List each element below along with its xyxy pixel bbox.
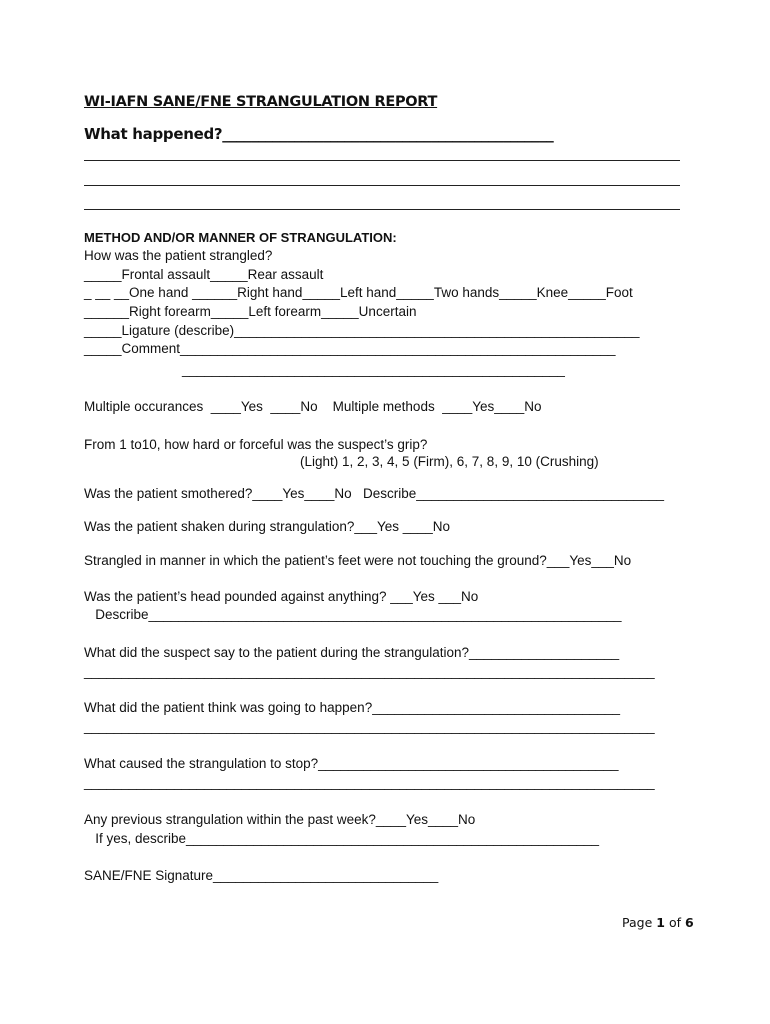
previous-describe-field[interactable]: If yes, describe_______________________________________________________ bbox=[84, 831, 599, 846]
grip-scale[interactable]: (Light) 1, 2, 3, 4, 5 (Firm), 6, 7, 8, 9, 10 (Crushing) bbox=[300, 454, 599, 469]
page-total: 6 bbox=[684, 915, 694, 930]
signature-field[interactable]: SANE/FNE Signature______________________________ bbox=[84, 868, 439, 883]
ligature-field[interactable]: _____Ligature (describe)______________________________________________________ bbox=[84, 323, 640, 338]
smothered-field[interactable]: Was the patient smothered?____Yes____No Describe_________________________________ bbox=[84, 486, 664, 501]
shaken-field[interactable]: Was the patient shaken during strangulation?___Yes ____No bbox=[84, 519, 451, 534]
narrative-line[interactable] bbox=[84, 160, 680, 161]
page-of-label: of bbox=[668, 915, 681, 930]
narrative-line[interactable] bbox=[84, 209, 680, 210]
head-describe-field[interactable]: Describe_______________________________________________________________ bbox=[84, 607, 622, 622]
method-question: How was the patient strangled? bbox=[84, 248, 273, 263]
head-pounded-field[interactable]: Was the patient’s head pounded against anything? ___Yes ___No bbox=[84, 589, 479, 604]
previous-strangulation-field[interactable]: Any previous strangulation within the past week?____Yes____No bbox=[84, 812, 476, 827]
narrative-line[interactable] bbox=[84, 185, 680, 186]
caused-stop-field[interactable]: What caused the strangulation to stop?________________________________________ bbox=[84, 756, 619, 771]
caused-stop-line[interactable]: ____________________________________________________________________________ bbox=[84, 775, 655, 790]
comment-continuation-line[interactable]: ___________________________________________________ bbox=[182, 362, 565, 377]
method-options-hands[interactable]: _ __ __One hand ______Right hand_____Left hand_____Two hands_____Knee_____Foot bbox=[84, 285, 633, 300]
method-heading: METHOD AND/OR MANNER OF STRANGULATION: bbox=[84, 230, 397, 245]
multiple-occurrences-field[interactable]: Multiple occurances ____Yes ____No Multiple methods ____Yes____No bbox=[84, 399, 542, 414]
method-options-forearm[interactable]: ______Right forearm_____Left forearm_____Uncertain bbox=[84, 304, 417, 319]
patient-think-line[interactable]: ____________________________________________________________________________ bbox=[84, 719, 655, 734]
suspect-say-field[interactable]: What did the suspect say to the patient during the strangulation?____________________ bbox=[84, 645, 620, 660]
what-happened-field[interactable]: What happened?______________________________________________ bbox=[84, 125, 554, 143]
comment-field[interactable]: _____Comment__________________________________________________________ bbox=[84, 341, 616, 356]
page-footer bbox=[622, 915, 694, 930]
page-label: Page bbox=[622, 915, 653, 930]
method-options-assault[interactable]: _____Frontal assault_____Rear assault bbox=[84, 267, 324, 282]
report-title: WI-IAFN SANE/FNE STRANGULATION REPORT bbox=[84, 94, 438, 110]
suspect-say-line[interactable]: ____________________________________________________________________________ bbox=[84, 664, 655, 679]
grip-question: From 1 to10, how hard or forceful was the suspect’s grip? bbox=[84, 437, 428, 452]
feet-field[interactable]: Strangled in manner in which the patient’s feet were not touching the ground?___Yes___No bbox=[84, 553, 632, 568]
patient-think-field[interactable]: What did the patient think was going to happen?_________________________________ bbox=[84, 700, 620, 715]
page-number: 1 bbox=[656, 915, 665, 930]
